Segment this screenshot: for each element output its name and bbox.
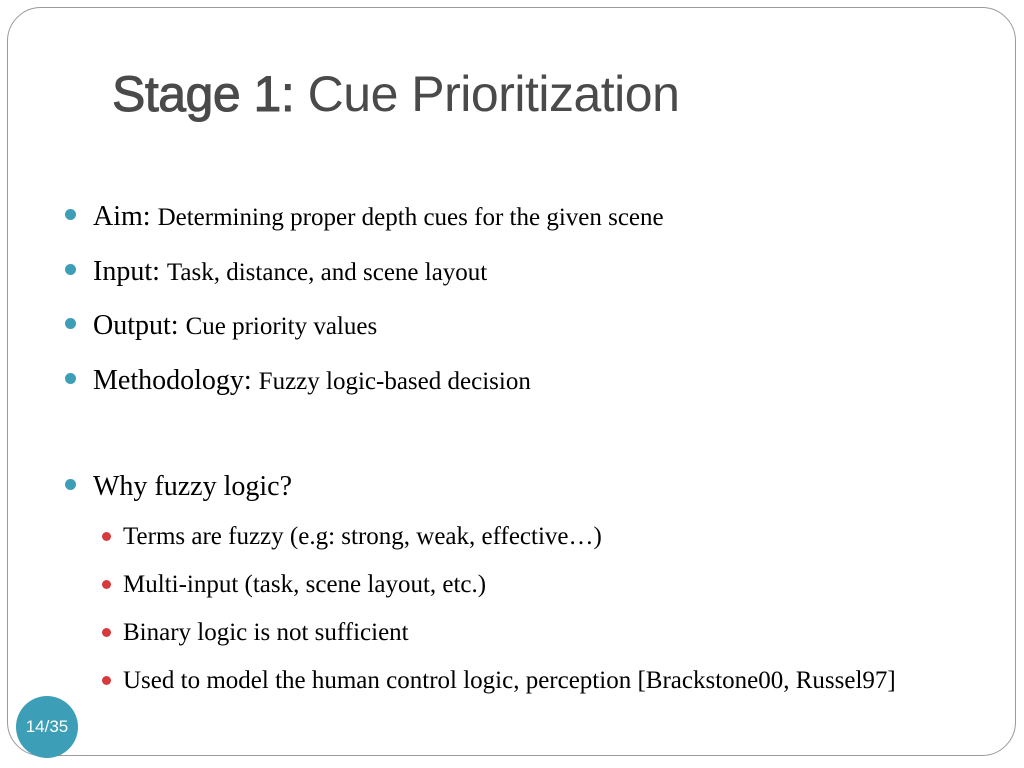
bullet-term: Aim:: [93, 201, 151, 232]
sub-bullet-dot-icon: [102, 676, 111, 685]
bullet-dot-icon: [65, 373, 76, 384]
sub-bullet-text: Multi-input (task, scene layout, etc.): [123, 570, 487, 598]
bullet-input: [60, 250, 980, 294]
sub-bullet-item: [60, 568, 980, 602]
bullet-dot-icon: [65, 209, 76, 220]
sub-bullet-dot-icon: [102, 580, 111, 589]
bullet-description: Cue priority values: [185, 313, 378, 340]
bullet-output: [60, 304, 980, 348]
sub-bullet-dot-icon: [102, 628, 111, 637]
title-stage-label: Stage 1:: [112, 66, 295, 122]
bullet-aim: [60, 195, 980, 239]
sub-bullet-item: [60, 664, 973, 698]
bullet-heading: Why fuzzy logic?: [93, 471, 293, 502]
bullet-term: Input:: [93, 255, 160, 287]
bullet-term: Output:: [93, 310, 179, 341]
bullet-methodology: [60, 359, 980, 403]
sub-bullet-text: Used to model the human control logic, perception [Brackstone00, Russel97]: [123, 666, 896, 694]
bullet-why-fuzzy-logic: [60, 465, 980, 509]
sub-bullet-dot-icon: [102, 532, 111, 541]
slide-content: [60, 195, 980, 712]
bullet-dot-icon: [65, 479, 76, 490]
bullet-dot-icon: [65, 264, 76, 275]
spacer: [60, 413, 980, 465]
bullet-description: Task, distance, and scene layout: [166, 258, 488, 286]
bullet-dot-icon: [65, 318, 76, 329]
sub-bullet-item: [60, 616, 980, 650]
bullet-term: Methodology:: [93, 364, 252, 396]
title-topic: Cue Prioritization: [307, 66, 680, 122]
sub-bullet-item: [60, 520, 980, 554]
sub-bullet-text: Terms are fuzzy (e.g: strong, weak, effective…): [123, 522, 602, 550]
sub-bullet-text: Binary logic is not sufficient: [123, 618, 409, 646]
slide-title: [112, 62, 679, 126]
bullet-description: Determining proper depth cues for the given scene: [157, 204, 664, 231]
page-number-badge: 14/35: [16, 696, 78, 758]
bullet-description: Fuzzy logic-based decision: [258, 367, 531, 395]
sub-bullet-list: [60, 520, 980, 698]
